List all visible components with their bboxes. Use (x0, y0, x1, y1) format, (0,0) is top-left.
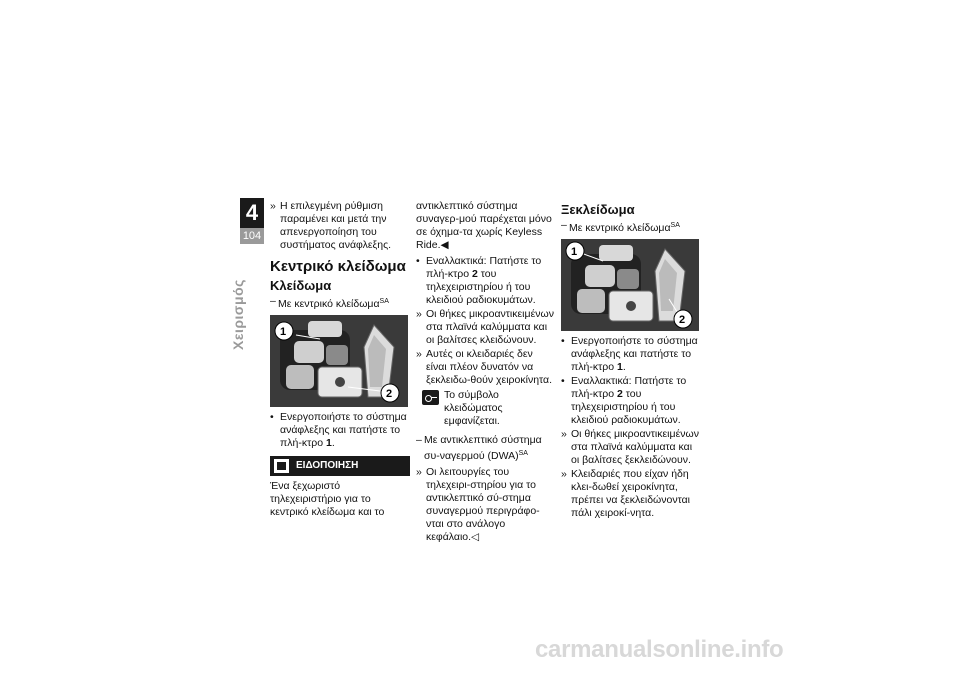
condition-sup: SA (518, 450, 528, 457)
figure-label-1: 1 (571, 246, 578, 258)
instruction-item (561, 375, 701, 427)
result-item (561, 428, 701, 467)
instruction-end: του τηλεχειριστηρίου ή του κλειδιού ραδιοκυμάτων. (571, 388, 681, 426)
warning-book-icon (274, 459, 289, 473)
condition-text: Με αντικλεπτικό σύστημα συ-ναγερμού (DWA) (424, 434, 542, 462)
switch-illustration-unlocking (561, 239, 699, 331)
instruction-text: Ενεργοποιήστε το σύστημα ανάφλεξης και πατήστε το πλή-κτρο (571, 335, 698, 373)
figure-label-2: 2 (679, 314, 686, 326)
column-2 (416, 200, 556, 545)
lock-symbol-text: Το σύμβολο κλειδώματος εμφανίζεται. (444, 389, 503, 427)
watermark-text: carmanualsonline.info (535, 636, 784, 663)
condition-line (270, 295, 410, 311)
condition-sup: SA (670, 222, 680, 229)
bullet-marker: • (561, 375, 565, 387)
bullet-marker: • (416, 255, 420, 267)
instruction-end: του τηλεχειριστηρίου ή του κλειδιού ραδιοκυμάτων. (426, 268, 536, 306)
condition-text: Με κεντρικό κλείδωμα (278, 298, 380, 310)
key-ref: 2 (471, 268, 478, 280)
chapter-number: 4 (240, 198, 264, 228)
result-marker: » (416, 466, 422, 478)
result-item (416, 348, 556, 387)
instruction-text: Ενεργοποιήστε το σύστημα ανάφλεξης και πατήστε το πλή-κτρο (280, 411, 407, 449)
result-marker: » (561, 468, 567, 480)
result-text: Η επιλεγμένη ρύθμιση παραμένει και μετά την απενεργοποίηση του συστήματος ανάφλεξης. (280, 200, 392, 251)
figure-label-2: 2 (386, 388, 393, 400)
continued-text: αντικλεπτικό σύστημα συναγερ-μού παρέχεται μόνο σε όχημα-τα χωρίς Keyless Ride.◀ (416, 200, 552, 251)
condition-marker: – (561, 219, 567, 231)
result-item (416, 466, 556, 544)
warning-text: Ένα ξεχωριστό τηλεχειριστήριο για το κεντρικό κλείδωμα και το (270, 480, 385, 518)
result-marker: » (416, 308, 422, 320)
result-text: Αυτές οι κλειδαριές δεν είναι πλέον δυνατόν να ξεκλειδω-θούν χειροκίνητα. (426, 348, 553, 386)
result-item (270, 200, 410, 252)
warning-title: ΕΙΔΟΠΟΙΗΣΗ (296, 460, 359, 471)
result-text: Οι λειτουργίες του τηλεχειρι-στηρίου για το αντικλεπτικό σύ-στημα συναγερμού περιγράφο-νται στο ανάλογο κεφάλαιο.◁ (426, 466, 540, 543)
instruction-text: Εναλλακτικά: Πατήστε το πλή-κτρο (426, 255, 542, 280)
bullet-marker: • (561, 335, 565, 347)
key-lock-icon (422, 390, 439, 405)
key-ref: 2 (616, 388, 623, 400)
instruction-end: . (622, 361, 626, 373)
instruction-text: Εναλλακτικά: Πατήστε το πλή-κτρο (571, 375, 687, 400)
instruction-item (270, 411, 410, 450)
condition-marker: – (416, 434, 422, 446)
condition-text: Με κεντρικό κλείδωμα (569, 222, 671, 234)
instruction-end: . (331, 437, 335, 449)
warning-banner (270, 456, 410, 476)
condition-sup: SA (379, 298, 389, 305)
result-text: Οι θήκες μικροαντικειμένων στα πλαϊνά καλύμματα και οι βαλίτσες ξεκλειδώνουν. (571, 428, 699, 466)
page-number: 104 (240, 228, 264, 244)
bullet-marker: • (270, 411, 274, 423)
instruction-item (416, 255, 556, 307)
result-text: Οι θήκες μικροαντικειμένων στα πλαϊνά καλύμματα και οι βαλίτσες κλειδώνουν. (426, 308, 554, 346)
result-marker: » (270, 200, 276, 212)
subsection-heading-locking: Κλείδωμα (270, 278, 332, 293)
result-text: Κλειδαριές που είχαν ήδη κλει-δωθεί χειροκίνητα, πρέπει να ξεκλειδώνονται πάλι χειροκί-νητα. (571, 468, 690, 519)
condition-line (561, 219, 701, 235)
condition-marker: – (270, 295, 276, 307)
result-marker: » (561, 428, 567, 440)
result-item (416, 308, 556, 347)
chapter-label: Χειρισμός (230, 279, 246, 350)
column-1 (270, 200, 410, 519)
switch-illustration-svg (561, 239, 699, 331)
result-marker: » (416, 348, 422, 360)
subsection-heading-unlocking: Ξεκλείδωμα (561, 202, 635, 217)
result-item (561, 468, 701, 520)
key-ref: 1 (325, 437, 332, 449)
column-3 (561, 200, 701, 521)
switch-illustration-svg (270, 315, 408, 407)
figure-label-1: 1 (280, 326, 287, 338)
instruction-item (561, 335, 701, 374)
lock-symbol-note (416, 389, 556, 428)
chapter-tab (240, 198, 264, 244)
condition-line (416, 434, 556, 463)
switch-illustration-locking (270, 315, 408, 407)
key-ref: 1 (616, 361, 623, 373)
section-heading: Κεντρικό κλείδωμα (270, 258, 406, 275)
